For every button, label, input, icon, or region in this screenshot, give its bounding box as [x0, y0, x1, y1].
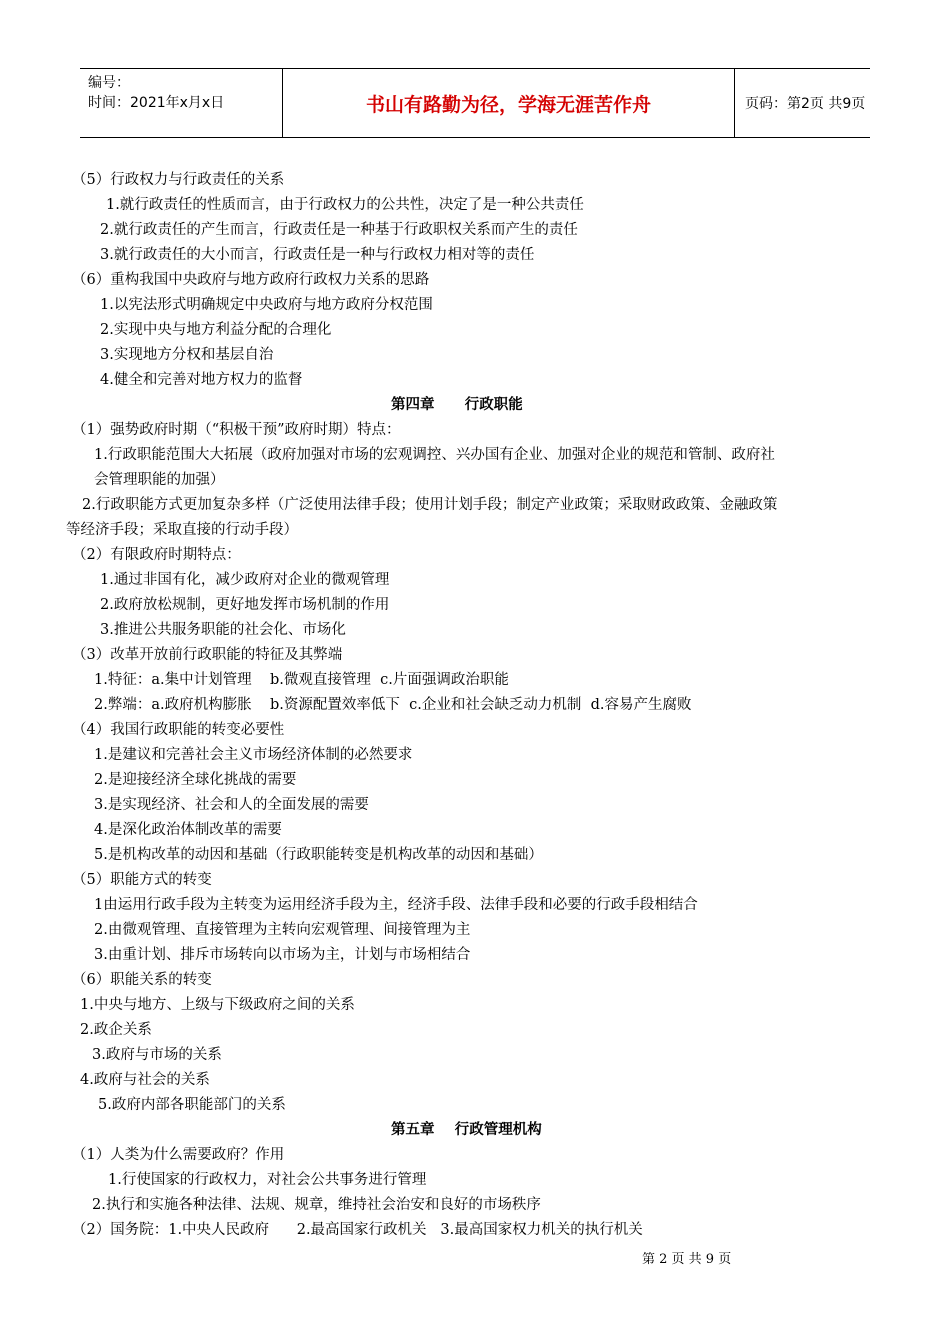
list-item: 4.是深化政治体制改革的需要: [94, 822, 282, 838]
list-item: 3.由重计划、排斥市场转向以市场为主，计划与市场相结合: [94, 947, 471, 963]
list-item: 2.就行政责任的产生而言，行政责任是一种基于行政职权关系而产生的责任: [100, 222, 578, 238]
header-meta-cell: [80, 69, 283, 137]
section-heading: （6）职能关系的转变: [72, 972, 212, 988]
section-heading: （1）人类为什么需要政府？作用: [72, 1147, 285, 1163]
section-heading: （2）有限政府时期特点：: [72, 547, 241, 563]
list-item: 2.执行和实施各种法律、法规、规章，维持社会治安和良好的市场秩序: [92, 1197, 541, 1213]
list-item: 1.中央与地方、上级与下级政府之间的关系: [80, 997, 355, 1013]
list-item: 5.政府内部各职能部门的关系: [98, 1097, 286, 1113]
list-item: 1.行使国家的行政权力，对社会公共事务进行管理: [108, 1172, 427, 1188]
list-item: 3.实现地方分权和基层自治: [100, 347, 274, 363]
list-item: 4.政府与社会的关系: [80, 1072, 210, 1088]
list-item-continuation: 会管理职能的加强）: [94, 472, 225, 488]
motto: 书山有路勤为径，学海无涯苦作舟: [283, 69, 735, 137]
list-item: 2.实现中央与地方利益分配的合理化: [100, 322, 332, 338]
date-label: 时间：2021年x月x日: [88, 95, 225, 111]
list-item: 3.推进公共服务职能的社会化、市场化: [100, 622, 346, 638]
list-item: 2.弊端：a.政府机构膨胀 b.资源配置效率低下 c.企业和社会缺乏动力机制 d.容易产生腐败: [94, 697, 692, 713]
list-item: 3.政府与市场的关系: [92, 1047, 222, 1063]
section-heading: （2）国务院：1.中央人民政府 2.最高国家行政机关 3.最高国家权力机关的执行机关: [72, 1222, 643, 1238]
list-item: 1.就行政责任的性质而言，由于行政权力的公共性，决定了是一种公共责任: [106, 197, 584, 213]
list-item: 2.由微观管理、直接管理为主转向宏观管理、间接管理为主: [94, 922, 471, 938]
section-heading: （3）改革开放前行政职能的特征及其弊端: [72, 647, 343, 663]
section-heading: （5）职能方式的转变: [72, 872, 212, 888]
list-item: 1.通过非国有化，减少政府对企业的微观管理: [100, 572, 390, 588]
list-item: 3.就行政责任的大小而言，行政责任是一种与行政权力相对等的责任: [100, 247, 535, 263]
section-heading: （1）强势政府时期（“积极干预”政府时期）特点：: [72, 422, 401, 438]
list-item: 4.健全和完善对地方权力的监督: [100, 372, 303, 388]
list-item: 1.以宪法形式明确规定中央政府与地方政府分权范围: [100, 297, 433, 313]
list-item: 1.行政职能范围大大拓展（政府加强对市场的宏观调控、兴办国有企业、加强对企业的规范和管制、政府社: [94, 447, 775, 463]
list-item: 2.是迎接经济全球化挑战的需要: [94, 772, 297, 788]
chapter-title: 第四章 行政职能: [391, 397, 523, 413]
list-item: 3.是实现经济、社会和人的全面发展的需要: [94, 797, 369, 813]
list-item: 5.是机构改革的动因和基础（行政职能转变是机构改革的动因和基础）: [94, 847, 543, 863]
chapter-title: 第五章 行政管理机构: [391, 1122, 542, 1138]
section-heading: （4）我国行政职能的转变必要性: [72, 722, 285, 738]
section-heading: （5）行政权力与行政责任的关系: [72, 172, 285, 188]
page-footer: 第 2 页 共 9 页: [642, 1252, 732, 1267]
list-item-continuation: 等经济手段；采取直接的行动手段）: [66, 522, 298, 538]
header-table: [80, 68, 870, 138]
list-item: 2.政企关系: [80, 1022, 152, 1038]
page-label: 页码：第2页 共9页: [745, 96, 866, 112]
list-item: 2.政府放松规制，更好地发挥市场机制的作用: [100, 597, 390, 613]
list-item: 2.行政职能方式更加复杂多样（广泛使用法律手段；使用计划手段；制定产业政策；采取财政政策、金融政策: [82, 497, 778, 513]
section-heading: （6）重构我国中央政府与地方政府行政权力关系的思路: [72, 272, 430, 288]
list-item: 1由运用行政手段为主转变为运用经济手段为主，经济手段、法律手段和必要的行政手段相结合: [94, 897, 698, 913]
list-item: 1.是建议和完善社会主义市场经济体制的必然要求: [94, 747, 413, 763]
number-label: 编号：: [88, 75, 130, 91]
list-item: 1.特征：a.集中计划管理 b.微观直接管理 c.片面强调政治职能: [94, 672, 509, 688]
